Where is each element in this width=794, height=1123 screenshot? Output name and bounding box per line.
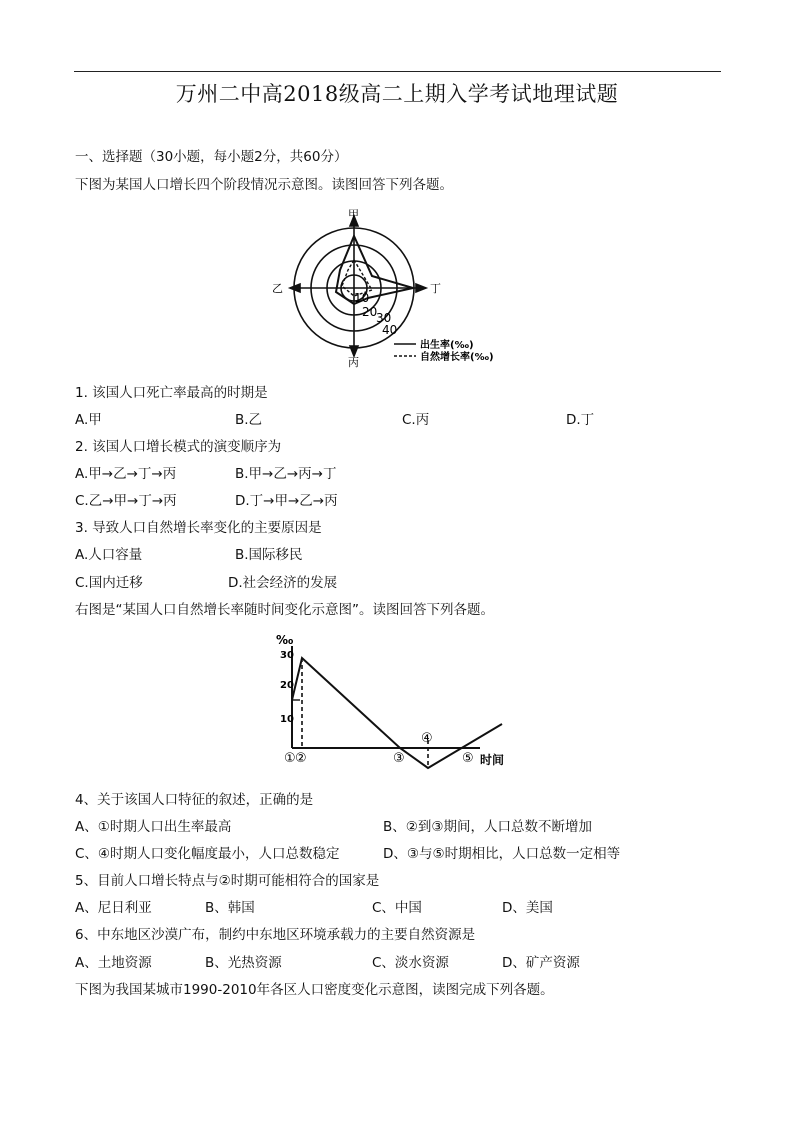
q6-stem: 6、中东地区沙漠广布，制约中东地区环境承载力的主要自然资源是	[75, 927, 476, 943]
q3-option-a: A.人口容量	[75, 547, 143, 563]
q5-option-b: B、韩国	[205, 900, 255, 916]
ring-label-30: 30	[376, 311, 392, 325]
q6-option-c: C、淡水资源	[372, 955, 449, 971]
q5-stem: 5、目前人口增长特点与②时期可能相符合的国家是	[75, 873, 380, 889]
x-axis-label: 时间	[480, 753, 505, 767]
y-axis-unit: ‰	[276, 633, 294, 647]
q5-option-c: C、中国	[372, 900, 422, 916]
q1-option-a: A.甲	[75, 412, 102, 428]
q2-option-b: B.甲→乙→丙→丁	[235, 466, 337, 482]
q3-option-c: C.国内迁移	[75, 575, 143, 591]
q1-stem: 1. 该国人口死亡率最高的时期是	[75, 385, 268, 401]
y-tick-20: 20	[280, 680, 294, 691]
section-heading: 一、选择题（30小题，每小题2分，共60分）	[75, 149, 348, 165]
label-bing: 丙	[348, 356, 359, 368]
label-jia: 甲	[348, 208, 359, 221]
q4-option-d: D、③与⑤时期相比，人口总数一定相等	[383, 846, 621, 862]
q1-option-c: C.丙	[402, 412, 430, 428]
q4-option-a: A、①时期人口出生率最高	[75, 819, 232, 835]
marker-4: ④	[421, 731, 433, 746]
page-title: 万州二中高2018级高二上期入学考试地理试题	[175, 82, 619, 106]
q4-stem: 4、关于该国人口特征的叙述，正确的是	[75, 792, 314, 808]
intro-figure1: 下图为某国人口增长四个阶段情况示意图。读图回答下列各题。	[75, 177, 453, 193]
y-tick-30: 30	[280, 650, 294, 661]
header-rule	[74, 71, 721, 72]
figure2-growth-chart	[270, 630, 520, 775]
q4-option-c: C、④时期人口变化幅度最小，人口总数稳定	[75, 846, 340, 862]
legend-natural-rate: 自然增长率(‰)	[420, 352, 494, 363]
q2-option-a: A.甲→乙→丁→丙	[75, 466, 177, 482]
q4-option-b: B、②到③期间，人口总数不断增加	[383, 819, 592, 835]
q2-option-d: D.丁→甲→乙→丙	[235, 493, 338, 509]
q3-option-d: D.社会经济的发展	[228, 575, 338, 591]
q5-option-d: D、美国	[502, 900, 553, 916]
ring-label-20: 20	[362, 305, 378, 319]
marker-3: ③	[393, 751, 405, 766]
ring-label-10: 10	[354, 291, 370, 305]
marker-2: ②	[295, 751, 307, 766]
q2-option-c: C.乙→甲→丁→丙	[75, 493, 177, 509]
q1-option-d: D.丁	[566, 412, 595, 428]
marker-5: ⑤	[462, 751, 474, 766]
q6-option-b: B、光热资源	[205, 955, 282, 971]
q3-option-b: B.国际移民	[235, 547, 303, 563]
q6-option-d: D、矿产资源	[502, 955, 580, 971]
label-yi: 乙	[272, 282, 283, 295]
ring-label-40: 40	[382, 323, 398, 337]
q1-option-b: B.乙	[235, 412, 263, 428]
q6-option-a: A、土地资源	[75, 955, 152, 971]
q3-stem: 3. 导致人口自然增长率变化的主要原因是	[75, 520, 322, 536]
y-tick-10: 10	[280, 714, 294, 725]
legend-birth-rate: 出生率(‰)	[420, 340, 474, 351]
label-ding: 丁	[430, 282, 441, 295]
intro-figure2: 右图是“某国人口自然增长率随时间变化示意图”。读图回答下列各题。	[75, 602, 494, 618]
q2-stem: 2. 该国人口增长模式的演变顺序为	[75, 439, 282, 455]
q5-option-a: A、尼日利亚	[75, 900, 152, 916]
marker-1: ①	[284, 751, 296, 766]
intro-figure3: 下图为我国某城市1990-2010年各区人口密度变化示意图，读图完成下列各题。	[75, 982, 554, 998]
figure1-polar-diagram	[268, 208, 528, 368]
